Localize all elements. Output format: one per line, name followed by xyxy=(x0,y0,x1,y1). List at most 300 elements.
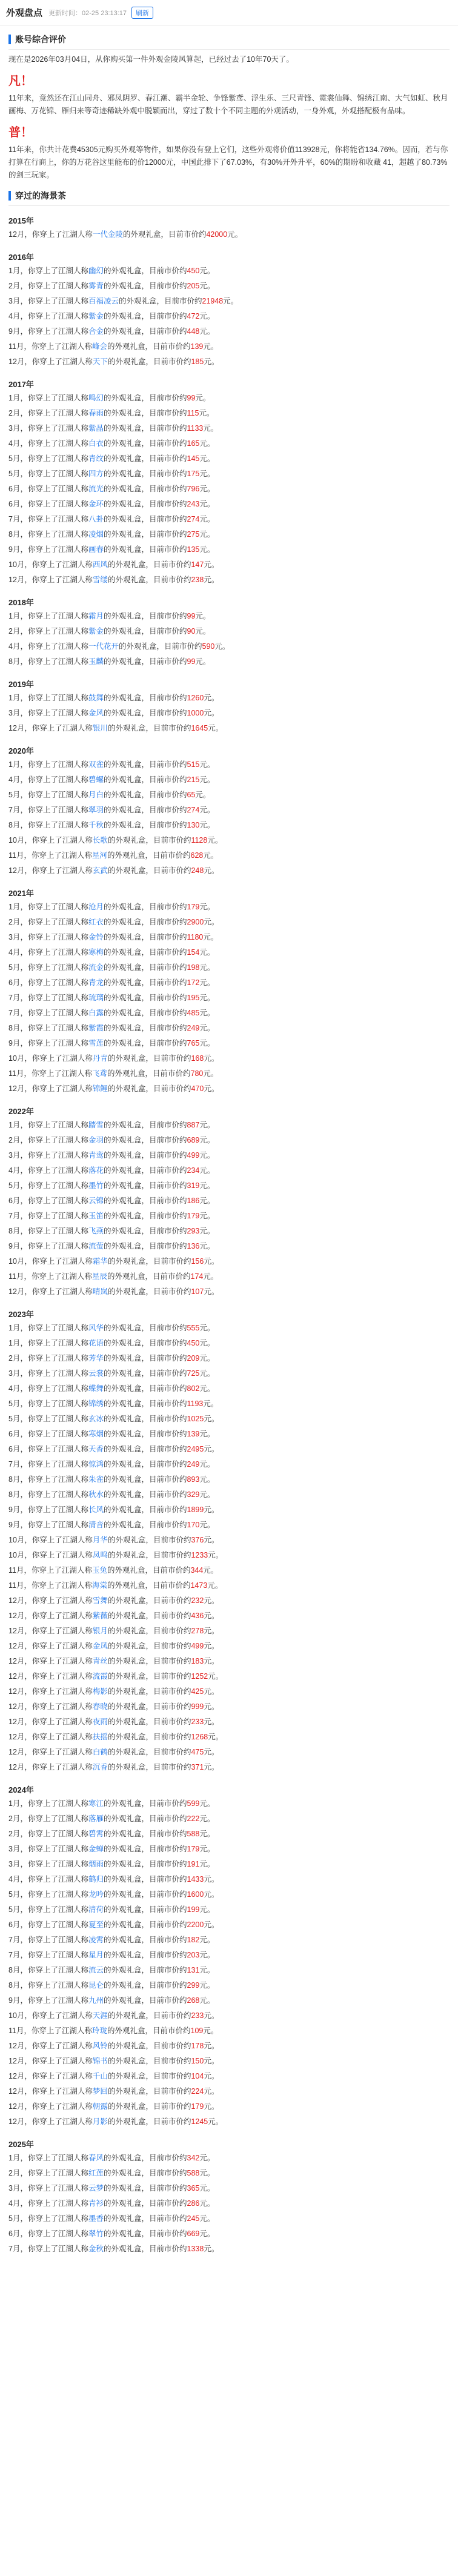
item-month: 9月 xyxy=(8,1242,21,1250)
item-name: 玉兔 xyxy=(92,1566,108,1575)
list-item: 3月，你穿上了江湖人称金铃的外观礼盒，目前市价约1180元。 xyxy=(8,933,219,941)
list-item: 1月，你穿上了江湖人称寒江的外观礼盒，目前市价约599元。 xyxy=(8,1799,215,1808)
item-month: 1月 xyxy=(8,1121,21,1129)
item-name: 惊鸿 xyxy=(88,1460,104,1469)
timeline-section-header xyxy=(8,185,450,206)
list-item: 12月，你穿上了江湖人称一代金陵的外观礼盒，目前市价约42000元。 xyxy=(8,230,243,239)
item-name: 白露 xyxy=(88,1009,104,1017)
list-item: 9月，你穿上了江湖人称清音的外观礼盒，目前市价约170元。 xyxy=(8,1521,215,1529)
item-month: 10月 xyxy=(8,1257,25,1266)
list-item: 10月，你穿上了江湖人称凤鸣的外观礼盒，目前市价约1233元。 xyxy=(8,1551,224,1559)
item-price: 2900 xyxy=(187,918,204,926)
item-name: 龙吟 xyxy=(88,1890,104,1899)
item-name: 雾青 xyxy=(88,282,104,290)
item-price: 234 xyxy=(187,1166,200,1175)
item-price: 115 xyxy=(187,409,199,417)
section-bar-icon xyxy=(8,191,11,201)
list-item: 11月，你穿上了江湖人称飞鸢的外观礼盒，目前市价约780元。 xyxy=(8,1069,219,1078)
item-month: 12月 xyxy=(8,2072,25,2080)
list-item: 11月，你穿上了江湖人称峰会的外观礼盒，目前市价约139元。 xyxy=(8,342,219,351)
list-item: 12月，你穿上了江湖人称雪缕的外观礼盒，目前市价约238元。 xyxy=(8,576,219,584)
list-item: 1月，你穿上了江湖人称春风的外观礼盒，目前市价约342元。 xyxy=(8,2154,215,2162)
item-price: 179 xyxy=(187,1212,200,1220)
item-month: 12月 xyxy=(8,1657,25,1665)
fan-label: 凡！ xyxy=(8,75,33,88)
item-name: 雪莲 xyxy=(88,1039,104,1047)
item-name: 金蝉 xyxy=(88,1845,104,1853)
list-item: 1月，你穿上了江湖人称鼓舞的外观礼盒，目前市价约1260元。 xyxy=(8,694,219,702)
item-price: 249 xyxy=(187,1024,200,1032)
item-price: 168 xyxy=(191,1054,204,1063)
item-name: 墨香 xyxy=(88,2214,104,2223)
item-name: 霜华 xyxy=(92,1257,108,1266)
item-month: 5月 xyxy=(8,1890,21,1899)
item-month: 6月 xyxy=(8,2229,21,2238)
item-month: 9月 xyxy=(8,1996,21,2005)
item-name: 凌霄 xyxy=(88,1936,104,1944)
item-month: 9月 xyxy=(8,545,21,554)
item-name: 春晓 xyxy=(92,1702,108,1711)
list-item: 4月，你穿上了江湖人称鹤归的外观礼盒，目前市价约1433元。 xyxy=(8,1875,219,1884)
list-item: 4月，你穿上了江湖人称落花的外观礼盒，目前市价约234元。 xyxy=(8,1166,215,1175)
item-month: 4月 xyxy=(8,2199,21,2208)
list-item: 11月，你穿上了江湖人称玲珑的外观礼盒，目前市价约109元。 xyxy=(8,2027,219,2035)
item-month: 8月 xyxy=(8,1966,21,1974)
year-heading: 2025年 xyxy=(8,2140,34,2149)
item-name: 落雁 xyxy=(88,1814,104,1823)
list-item: 9月，你穿上了江湖人称雪莲的外观礼盒，目前市价约765元。 xyxy=(8,1039,215,1047)
year-heading: 2017年 xyxy=(8,380,34,389)
list-item: 1月，你穿上了江湖人称花语的外观礼盒，目前市价约450元。 xyxy=(8,1339,215,1347)
item-month: 11月 xyxy=(8,851,24,860)
item-name: 春雨 xyxy=(88,409,104,417)
item-name: 紫金 xyxy=(88,312,104,320)
item-month: 3月 xyxy=(8,1845,21,1853)
list-item: 8月，你穿上了江湖人称凌烟的外观礼盒，目前市价约275元。 xyxy=(8,530,215,539)
list-item: 3月，你穿上了江湖人称青鸾的外观礼盒，目前市价约499元。 xyxy=(8,1151,215,1160)
item-name: 青龙 xyxy=(88,978,104,987)
item-month: 5月 xyxy=(8,963,21,972)
list-item: 4月，你穿上了江湖人称紫金的外观礼盒，目前市价约472元。 xyxy=(8,312,215,320)
item-price: 224 xyxy=(191,2087,204,2096)
item-month: 6月 xyxy=(8,1445,21,1453)
item-price: 205 xyxy=(187,282,200,290)
item-name: 翠羽 xyxy=(88,806,104,814)
item-price: 2495 xyxy=(187,1445,204,1453)
list-item: 9月，你穿上了江湖人称合金的外观礼盒，目前市价约448元。 xyxy=(8,327,215,336)
item-name: 四方 xyxy=(88,470,104,478)
list-item: 1月，你穿上了江湖人称风华的外观礼盒，目前市价约555元。 xyxy=(8,1324,215,1332)
item-price: 499 xyxy=(191,1642,204,1650)
list-item: 2月，你穿上了江湖人称落雁的外观礼盒，目前市价约222元。 xyxy=(8,1814,215,1823)
item-name: 寒梅 xyxy=(88,948,104,957)
item-price: 472 xyxy=(187,312,200,320)
item-name: 丹青 xyxy=(92,1054,108,1063)
item-price: 1233 xyxy=(191,1551,208,1559)
item-name: 霜月 xyxy=(88,612,104,620)
item-name: 双雀 xyxy=(88,760,104,769)
list-item: 12月，你穿上了江湖人称玄武的外观礼盒，目前市价约248元。 xyxy=(8,866,219,875)
item-price: 183 xyxy=(191,1657,204,1665)
item-name: 金环 xyxy=(88,500,104,508)
item-name: 梅影 xyxy=(92,1687,108,1696)
item-price: 139 xyxy=(190,342,204,351)
list-item: 5月，你穿上了江湖人称清荷的外观礼盒，目前市价约199元。 xyxy=(8,1905,215,1914)
list-item: 5月，你穿上了江湖人称青纹的外观礼盒，目前市价约145元。 xyxy=(8,454,215,463)
item-month: 10月 xyxy=(8,1551,25,1559)
item-name: 紫晶 xyxy=(88,424,104,433)
item-name: 朝露 xyxy=(92,2102,108,2111)
list-item: 3月，你穿上了江湖人称百福凌云的外观礼盒，目前市价约21948元。 xyxy=(8,297,239,305)
item-price: 156 xyxy=(191,1257,204,1266)
item-month: 12月 xyxy=(8,2087,25,2096)
item-price: 249 xyxy=(187,1460,200,1469)
item-month: 8月 xyxy=(8,1981,21,1990)
item-price: 425 xyxy=(191,1687,204,1696)
item-price: 109 xyxy=(190,2027,204,2035)
list-item: 2月，你穿上了江湖人称春雨的外观礼盒，目前市价约115元。 xyxy=(8,409,214,417)
item-name: 昆仑 xyxy=(88,1981,104,1990)
item-month: 3月 xyxy=(8,297,21,305)
list-item: 1月，你穿上了江湖人称霜月的外观礼盒，目前市价约99元。 xyxy=(8,612,211,620)
item-month: 8月 xyxy=(8,821,21,829)
list-item: 11月，你穿上了江湖人称星河的外观礼盒，目前市价约628元。 xyxy=(8,851,219,860)
item-name: 星月 xyxy=(88,1951,104,1959)
item-month: 4月 xyxy=(8,1166,21,1175)
list-item: 11月，你穿上了江湖人称玉兔的外观礼盒，目前市价约344元。 xyxy=(8,1566,219,1575)
item-name: 金风 xyxy=(88,709,104,717)
item-month: 7月 xyxy=(8,1212,21,1220)
item-price: 154 xyxy=(187,948,200,957)
item-month: 2月 xyxy=(8,627,21,636)
item-month: 12月 xyxy=(8,866,25,875)
list-item: 12月，你穿上了江湖人称银川的外观礼盒，目前市价约1645元。 xyxy=(8,724,224,732)
year-heading: 2018年 xyxy=(8,598,34,607)
item-price: 199 xyxy=(187,1905,200,1914)
item-month: 1月 xyxy=(8,612,21,620)
item-month: 4月 xyxy=(8,312,21,320)
item-name: 晴岚 xyxy=(92,1287,108,1296)
item-price: 185 xyxy=(191,357,204,366)
item-price: 99 xyxy=(187,657,196,666)
item-month: 1月 xyxy=(8,694,21,702)
item-name: 凤鸣 xyxy=(92,1551,108,1559)
item-name: 幽幻 xyxy=(88,267,104,275)
item-name: 月影 xyxy=(92,2117,108,2126)
item-name: 星辰 xyxy=(92,1272,108,1281)
list-item: 1月，你穿上了江湖人称鸣幻的外观礼盒，目前市价约99元。 xyxy=(8,394,211,402)
list-item: 12月，你穿上了江湖人称晴岚的外观礼盒，目前市价约107元。 xyxy=(8,1287,219,1296)
item-name: 沧月 xyxy=(88,903,104,911)
item-price: 2200 xyxy=(187,1920,204,1929)
list-item: 2月，你穿上了江湖人称雾青的外观礼盒，目前市价约205元。 xyxy=(8,282,215,290)
item-price: 179 xyxy=(187,1845,200,1853)
list-item: 12月，你穿上了江湖人称锦书的外观礼盒，目前市价约150元。 xyxy=(8,2057,219,2065)
item-price: 475 xyxy=(191,1748,204,1756)
item-price: 209 xyxy=(187,1354,200,1363)
item-name: 白鹤 xyxy=(92,1748,108,1756)
list-item: 8月，你穿上了江湖人称朱雀的外观礼盒，目前市价约893元。 xyxy=(8,1475,215,1484)
item-price: 1193 xyxy=(187,1399,204,1408)
item-price: 450 xyxy=(187,267,200,275)
list-item: 7月，你穿上了江湖人称星月的外观礼盒，目前市价约203元。 xyxy=(8,1951,215,1959)
item-name: 天涯 xyxy=(92,2011,108,2020)
item-month: 8月 xyxy=(8,1227,21,1235)
item-name: 金秋 xyxy=(88,2245,104,2253)
list-item: 2月，你穿上了江湖人称芳华的外观礼盒，目前市价约209元。 xyxy=(8,1354,215,1363)
list-item: 5月，你穿上了江湖人称玄冰的外观礼盒，目前市价约1025元。 xyxy=(8,1415,219,1423)
list-item: 9月，你穿上了江湖人称画春的外观礼盒，目前市价约135元。 xyxy=(8,545,215,554)
item-month: 4月 xyxy=(8,1384,21,1393)
item-name: 玉麟 xyxy=(88,657,104,666)
item-name: 画春 xyxy=(88,545,104,554)
item-price: 1645 xyxy=(191,724,208,732)
item-price: 203 xyxy=(187,1951,200,1959)
section-bar-icon xyxy=(8,35,11,44)
item-price: 286 xyxy=(187,2199,200,2208)
item-month: 4月 xyxy=(8,948,21,957)
item-month: 11月 xyxy=(8,1272,24,1281)
list-item: 6月，你穿上了江湖人称青龙的外观礼盒，目前市价约172元。 xyxy=(8,978,215,987)
list-item: 5月，你穿上了江湖人称月白的外观礼盒，目前市价约65元。 xyxy=(8,791,211,799)
item-month: 2月 xyxy=(8,1354,21,1363)
item-month: 12月 xyxy=(8,1748,25,1756)
item-price: 689 xyxy=(187,1136,200,1144)
item-month: 12月 xyxy=(8,1687,25,1696)
item-price: 99 xyxy=(187,394,196,402)
item-price: 130 xyxy=(187,821,200,829)
item-price: 499 xyxy=(187,1151,200,1160)
item-price: 147 xyxy=(191,560,204,569)
list-item: 12月，你穿上了江湖人称银月的外观礼盒，目前市价约278元。 xyxy=(8,1627,219,1635)
refresh-button[interactable]: 刷新 xyxy=(131,7,153,19)
item-name: 流光 xyxy=(88,485,104,493)
item-name: 流金 xyxy=(88,963,104,972)
item-name: 玲珑 xyxy=(92,2027,108,2035)
item-name: 春风 xyxy=(88,2154,104,2162)
list-item: 3月，你穿上了江湖人称烟雨的外观礼盒，目前市价约191元。 xyxy=(8,1860,215,1868)
item-month: 4月 xyxy=(8,1875,21,1884)
list-item: 6月，你穿上了江湖人称流光的外观礼盒，目前市价约796元。 xyxy=(8,485,215,493)
item-price: 1473 xyxy=(190,1581,208,1590)
item-month: 7月 xyxy=(8,1460,21,1469)
item-name: 沉香 xyxy=(92,1763,108,1771)
item-price: 450 xyxy=(187,1339,200,1347)
item-name: 红衣 xyxy=(88,918,104,926)
item-month: 1月 xyxy=(8,267,21,275)
item-name: 月白 xyxy=(88,791,104,799)
list-item: 7月，你穿上了江湖人称玉笛的外观礼盒，目前市价约179元。 xyxy=(8,1212,215,1220)
item-price: 1338 xyxy=(187,2245,204,2253)
item-price: 376 xyxy=(191,1536,204,1544)
list-item: 3月，你穿上了江湖人称金风的外观礼盒，目前市价约1000元。 xyxy=(8,709,219,717)
list-item: 2月，你穿上了江湖人称金羽的外观礼盒，目前市价约689元。 xyxy=(8,1136,215,1144)
item-price: 293 xyxy=(187,1227,200,1235)
list-item: 2月，你穿上了江湖人称碧霄的外观礼盒，目前市价约588元。 xyxy=(8,1830,215,1838)
list-item: 2月，你穿上了江湖人称红衣的外观礼盒，目前市价约2900元。 xyxy=(8,918,219,926)
item-month: 1月 xyxy=(8,2154,21,2162)
item-price: 99 xyxy=(187,612,196,620)
item-price: 329 xyxy=(187,1490,200,1499)
item-name: 踏雪 xyxy=(88,1121,104,1129)
item-price: 136 xyxy=(187,1242,200,1250)
item-price: 588 xyxy=(187,1830,200,1838)
item-month: 6月 xyxy=(8,1430,21,1438)
item-price: 179 xyxy=(187,903,200,911)
item-name: 玉笛 xyxy=(88,1212,104,1220)
item-name: 金羽 xyxy=(88,1136,104,1144)
item-month: 5月 xyxy=(8,470,21,478)
list-item: 12月，你穿上了江湖人称紫薇的外观礼盒，目前市价约436元。 xyxy=(8,1612,219,1620)
item-name: 紫薇 xyxy=(92,1612,108,1620)
list-item: 1月，你穿上了江湖人称幽幻的外观礼盒，目前市价约450元。 xyxy=(8,267,215,275)
summary-section-title: 账号综合评价 xyxy=(15,34,66,44)
item-price: 107 xyxy=(191,1287,204,1296)
item-price: 150 xyxy=(191,2057,204,2065)
item-name: 玄武 xyxy=(92,866,108,875)
item-price: 515 xyxy=(187,760,200,769)
list-item: 3月，你穿上了江湖人称紫晶的外观礼盒，目前市价约1133元。 xyxy=(8,424,219,433)
item-price: 1128 xyxy=(191,836,208,845)
item-month: 5月 xyxy=(8,1415,21,1423)
list-item: 6月，你穿上了江湖人称云锦的外观礼盒，目前市价约186元。 xyxy=(8,1197,215,1205)
item-price: 268 xyxy=(187,1996,200,2005)
list-item: 10月，你穿上了江湖人称霜华的外观礼盒，目前市价约156元。 xyxy=(8,1257,219,1266)
update-time: 更新时间：02-25 23:13:17 xyxy=(48,9,127,17)
item-name: 天香 xyxy=(88,1445,104,1453)
list-item: 8月，你穿上了江湖人称千秋的外观礼盒，目前市价约130元。 xyxy=(8,821,215,829)
item-month: 3月 xyxy=(8,424,21,433)
item-month: 6月 xyxy=(8,1197,21,1205)
item-name: 夏至 xyxy=(88,1920,104,1929)
item-price: 802 xyxy=(187,1384,200,1393)
item-name: 芳华 xyxy=(88,1354,104,1363)
item-price: 274 xyxy=(187,806,200,814)
item-price: 1600 xyxy=(187,1890,204,1899)
item-month: 4月 xyxy=(8,642,21,651)
item-name: 云锦 xyxy=(88,1197,104,1205)
item-month: 6月 xyxy=(8,1920,21,1929)
item-name: 雪缕 xyxy=(92,576,108,584)
item-name: 秋水 xyxy=(88,1490,104,1499)
item-month: 1月 xyxy=(8,760,21,769)
item-month: 9月 xyxy=(8,327,21,336)
item-month: 5月 xyxy=(8,2214,21,2223)
item-name: 九州 xyxy=(88,1996,104,2005)
item-month: 12月 xyxy=(8,1702,25,1711)
item-month: 5月 xyxy=(8,1181,21,1190)
item-month: 7月 xyxy=(8,1951,21,1959)
list-item: 3月，你穿上了江湖人称金蝉的外观礼盒，目前市价约179元。 xyxy=(8,1845,215,1853)
list-item: 2月，你穿上了江湖人称红莲的外观礼盒，目前市价约588元。 xyxy=(8,2169,215,2177)
item-price: 248 xyxy=(191,866,204,875)
item-price: 485 xyxy=(187,1009,200,1017)
list-item: 11月，你穿上了江湖人称海棠的外观礼盒，目前市价约1473元。 xyxy=(8,1581,223,1590)
item-month: 10月 xyxy=(8,1536,25,1544)
item-name: 凌烟 xyxy=(88,530,104,539)
item-price: 233 xyxy=(191,1718,204,1726)
item-price: 1000 xyxy=(187,709,204,717)
item-month: 5月 xyxy=(8,1399,21,1408)
year-heading: 2020年 xyxy=(8,746,34,755)
list-item: 10月，你穿上了江湖人称西风的外观礼盒，目前市价约147元。 xyxy=(8,560,219,569)
item-name: 一代花开 xyxy=(88,642,119,651)
list-item: 7月，你穿上了江湖人称琉璃的外观礼盒，目前市价约195元。 xyxy=(8,994,215,1002)
item-price: 365 xyxy=(187,2184,200,2193)
item-name: 云裳 xyxy=(88,1369,104,1378)
item-month: 11月 xyxy=(8,1566,24,1575)
list-item: 4月，你穿上了江湖人称一代花开的外观礼盒，目前市价约590元。 xyxy=(8,642,230,651)
item-price: 344 xyxy=(190,1566,204,1575)
item-price: 299 xyxy=(187,1981,200,1990)
item-price: 1433 xyxy=(187,1875,204,1884)
item-month: 12月 xyxy=(8,1763,25,1771)
item-month: 12月 xyxy=(8,2042,25,2050)
list-item: 2月，你穿上了江湖人称紫金的外观礼盒，目前市价约90元。 xyxy=(8,627,211,636)
year-heading: 2019年 xyxy=(8,680,34,689)
list-item: 6月，你穿上了江湖人称翠竹的外观礼盒，目前市价约669元。 xyxy=(8,2229,215,2238)
item-price: 186 xyxy=(187,1197,200,1205)
item-name: 烟雨 xyxy=(88,1860,104,1868)
year-heading: 2023年 xyxy=(8,1310,34,1319)
item-month: 3月 xyxy=(8,709,21,717)
list-item: 7月，你穿上了江湖人称金秋的外观礼盒，目前市价约1338元。 xyxy=(8,2245,219,2253)
item-price: 555 xyxy=(187,1324,200,1332)
list-item: 12月，你穿上了江湖人称流霞的外观礼盒，目前市价约1252元。 xyxy=(8,1672,224,1681)
item-price: 195 xyxy=(187,994,200,1002)
item-name: 梦回 xyxy=(92,2087,108,2096)
item-name: 青丝 xyxy=(92,1657,108,1665)
item-name: 锦绣 xyxy=(88,1399,104,1408)
item-price: 135 xyxy=(187,545,200,554)
item-price: 175 xyxy=(187,470,200,478)
item-price: 245 xyxy=(187,2214,200,2223)
list-item: 8月，你穿上了江湖人称玉麟的外观礼盒，目前市价约99元。 xyxy=(8,657,211,666)
list-item: 8月，你穿上了江湖人称飞燕的外观礼盒，目前市价约293元。 xyxy=(8,1227,215,1235)
item-name: 合金 xyxy=(88,327,104,336)
item-name: 紫霞 xyxy=(88,1024,104,1032)
item-name: 墨竹 xyxy=(88,1181,104,1190)
item-month: 12月 xyxy=(8,230,25,239)
item-price: 274 xyxy=(187,515,200,523)
item-month: 12月 xyxy=(8,724,25,732)
item-price: 628 xyxy=(190,851,204,860)
list-item: 12月，你穿上了江湖人称月影的外观礼盒，目前市价约1245元。 xyxy=(8,2117,224,2126)
item-month: 7月 xyxy=(8,994,21,1002)
list-item: 12月，你穿上了江湖人称春晓的外观礼盒，目前市价约999元。 xyxy=(8,1702,219,1711)
item-price: 172 xyxy=(187,978,200,987)
item-price: 1025 xyxy=(187,1415,204,1423)
item-name: 西风 xyxy=(92,560,108,569)
list-item: 8月，你穿上了江湖人称昆仑的外观礼盒，目前市价约299元。 xyxy=(8,1981,215,1990)
item-price: 599 xyxy=(187,1799,200,1808)
item-price: 233 xyxy=(191,2011,204,2020)
list-item: 5月，你穿上了江湖人称锦绣的外观礼盒，目前市价约1193元。 xyxy=(8,1399,219,1408)
item-name: 流霞 xyxy=(92,1672,108,1681)
item-month: 12月 xyxy=(8,1084,25,1093)
item-month: 12月 xyxy=(8,1596,25,1605)
item-month: 7月 xyxy=(8,806,21,814)
item-price: 342 xyxy=(187,2154,200,2162)
list-item: 8月，你穿上了江湖人称紫霞的外观礼盒，目前市价约249元。 xyxy=(8,1024,215,1032)
item-price: 131 xyxy=(187,1966,200,1974)
list-item: 8月，你穿上了江湖人称秋水的外观礼盒，目前市价约329元。 xyxy=(8,1490,215,1499)
list-item: 12月，你穿上了江湖人称青丝的外观礼盒，目前市价约183元。 xyxy=(8,1657,219,1665)
item-month: 11月 xyxy=(8,2027,24,2035)
item-name: 青纹 xyxy=(88,454,104,463)
list-item: 6月，你穿上了江湖人称金环的外观礼盒，目前市价约243元。 xyxy=(8,500,215,508)
list-item: 7月，你穿上了江湖人称八卦的外观礼盒，目前市价约274元。 xyxy=(8,515,215,523)
